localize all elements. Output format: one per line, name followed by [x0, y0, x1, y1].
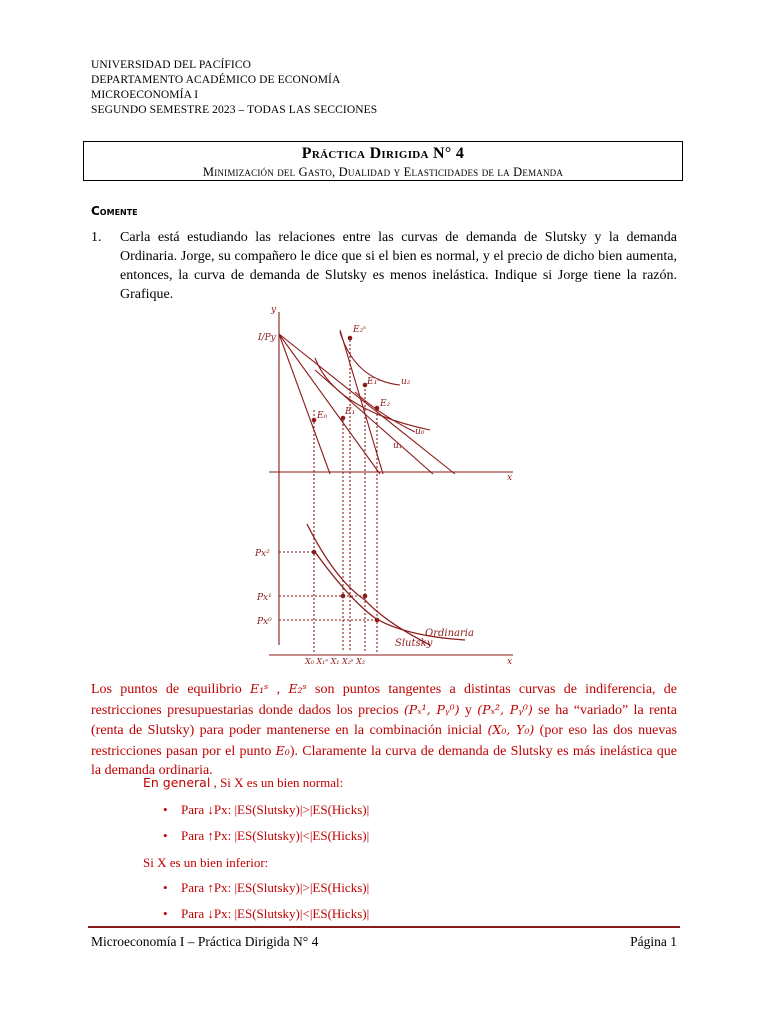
x-axis-label: x — [507, 473, 513, 483]
bullet-icon: • — [163, 906, 168, 921]
answer-text-4: se ha “variado” la renta (renta de Slutsky) para poder mantenerse en la combinación inicial — [91, 702, 678, 738]
department-name: DEPARTAMENTO ACADÉMICO DE ECONOMÍA — [91, 74, 341, 86]
budget-line-0 — [279, 334, 330, 474]
u2-label: u₂ — [401, 377, 411, 387]
page-title: Práctica Dirigida N° 4 — [301, 145, 465, 162]
slutsky-demand-figure — [255, 300, 520, 673]
rule-normal-2: • Para ↑Px: |ES(Slutsky)|<|ES(Hicks)| — [163, 828, 370, 843]
answer-separator: , — [268, 682, 289, 697]
px2-label: Px² — [255, 549, 270, 559]
e1s-label: E₁ˢ — [367, 377, 381, 387]
rule-inferior: Si X es un bien inferior: — [143, 855, 269, 870]
math-prices-2: (Pₓ², Pᵧ⁰) — [477, 701, 533, 717]
budget-y-label: I/Py — [258, 333, 276, 343]
footer-divider — [88, 926, 680, 928]
title-box — [83, 141, 683, 181]
e1-label: E₁ — [345, 407, 356, 417]
answer-text-5: (por eso las dos nuevas restricciones pasan por el punto — [91, 723, 677, 759]
math-e1s: E₁ˢ — [250, 681, 269, 696]
px1-label: Px¹ — [257, 593, 272, 603]
rule-inferior-2: • Para ↓Px: |ES(Slutsky)|<|ES(Hicks)| — [163, 906, 370, 921]
section-heading: Comente — [91, 204, 138, 218]
university-name: UNIVERSIDAD DEL PACÍFICO — [91, 59, 252, 71]
bullet-icon: • — [163, 880, 168, 895]
answer-text-3: y — [459, 702, 478, 718]
rule-general-label: En general — [143, 775, 211, 790]
rule-general-text: , Si X es un bien normal: — [210, 775, 344, 790]
rule-general — [143, 775, 343, 791]
slutsky-budget-1 — [340, 330, 383, 474]
answer-text-1: Los puntos de equilibrio — [91, 682, 242, 697]
ordinaria-label: Ordinaria — [425, 628, 474, 639]
page-subtitle: Minimización del Gasto, Dualidad y Elasticidades de la Demanda — [202, 165, 564, 179]
px0-label: Px⁰ — [257, 617, 272, 627]
x-tick-labels: X₀ X₁ˢ X₁ X₂ˢ X₂ — [305, 657, 366, 666]
slutsky-demand — [307, 524, 430, 645]
e2s-label: E₂ˢ — [353, 325, 367, 335]
answer-paragraph — [91, 679, 677, 781]
budget-line-2 — [279, 334, 455, 474]
bullet-icon: • — [163, 828, 168, 843]
semester-info: SEGUNDO SEMESTRE 2023 – TODAS LAS SECCIONES — [91, 104, 378, 116]
document-header — [91, 58, 377, 118]
lower-x-axis-label: x — [507, 657, 513, 667]
question-1 — [91, 228, 677, 304]
answer-text-2: son puntos tangentes a distintas curvas de indiferencia, de restricciones presupuestarias donde dados los precios — [91, 682, 678, 718]
u0-label: u₀ — [415, 427, 425, 437]
demand-graph — [255, 300, 520, 668]
math-prices-1: (Pₓ¹, Pᵧ⁰) — [403, 701, 460, 717]
math-combination: (X₀, Y₀) — [487, 722, 535, 737]
answer-text-6: ). Claramente la curva de demanda de Slutsky es más inelástica que la demanda ordinaria. — [91, 743, 677, 778]
y-axis-label: y — [271, 305, 277, 315]
math-e0: E₀ — [275, 742, 290, 758]
rule-normal-1: • Para ↓Px: |ES(Slutsky)|>|ES(Hicks)| — [163, 802, 370, 817]
ordinary-demand — [315, 552, 465, 640]
course-name: MICROECONOMÍA I — [91, 89, 199, 101]
question-text: Carla está estudiando las relaciones entre las curvas de demanda de Slutsky y la demanda Ordinaria. Jorge, su compañero le dice que si el bien es normal, y el precio de dicho bien aumenta, entonces, la curva de demanda de Slutsky es menos inelástica. Indique si Jorge tiene la razón. Grafique. — [120, 230, 677, 302]
math-e2s: E₂ˢ — [288, 681, 307, 696]
u1-label: u₁ — [393, 441, 403, 451]
e2-label: E₂ — [380, 399, 391, 409]
bullet-icon: • — [163, 802, 168, 817]
question-number: 1. — [91, 230, 102, 245]
slutsky-label: Slutsky — [395, 638, 433, 649]
indifference-u0 — [315, 358, 430, 430]
footer-page-number: Página 1 — [630, 934, 677, 949]
footer-left: Microeconomía I – Práctica Dirigida N° 4 — [91, 934, 319, 949]
e0-label: E₀ — [317, 411, 328, 421]
rule-inferior-1: • Para ↑Px: |ES(Slutsky)|>|ES(Hicks)| — [163, 880, 370, 895]
